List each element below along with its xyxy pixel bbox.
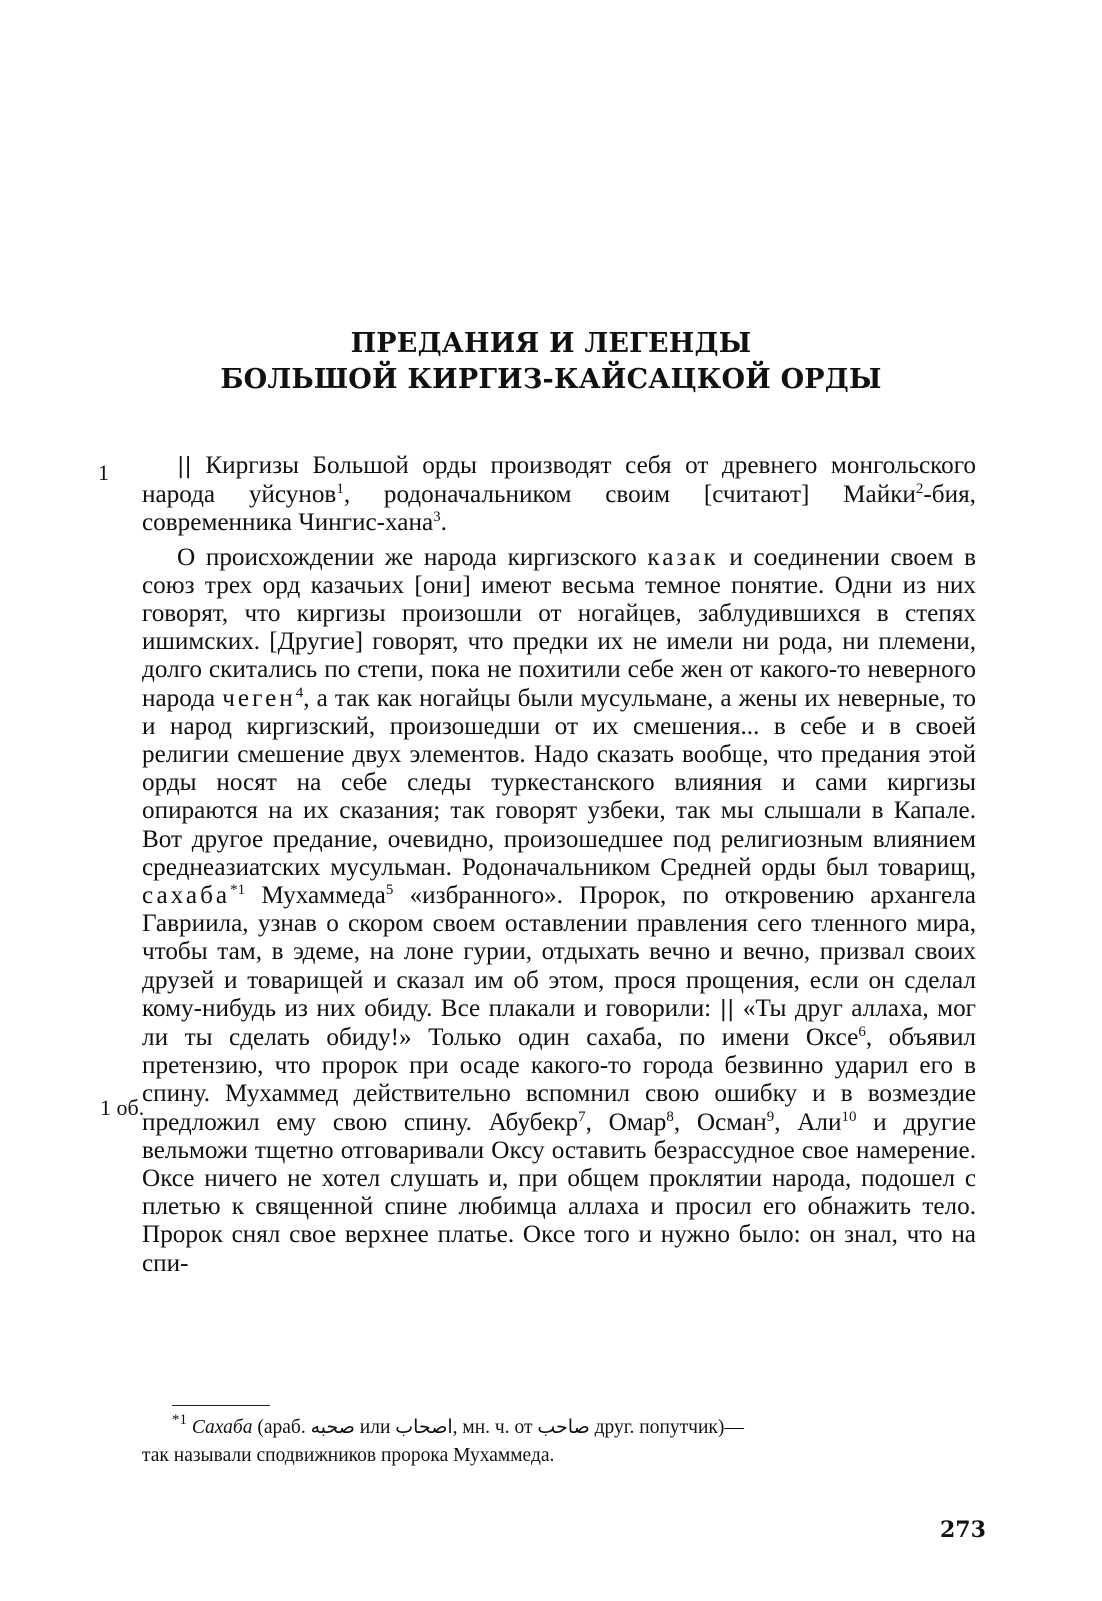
text-run: друг. попутчик)— bbox=[589, 1417, 744, 1438]
paragraph-1 bbox=[142, 452, 976, 538]
text-run: и соединении своем в союз трех орд казачьих [они] имеют весьма темное понятие. Одни из них говорят, что киргизы произошли от ногайцев, заблудившихся в степях ишимских. [Другие] говорят, что предки их не имели ни рода, ни племени, долго скитались по степи, пока не похитили себе жен от какого-то неверного народа bbox=[142, 543, 976, 712]
note-ref: 10 bbox=[841, 1108, 857, 1125]
text-run: . bbox=[440, 509, 447, 537]
footnote-line-2: так называли сподвижников пророка Мухаммеда. bbox=[142, 1445, 555, 1466]
note-ref: 4 bbox=[295, 684, 304, 701]
text-run: , Омар bbox=[585, 1108, 667, 1136]
spaced-term: чеген bbox=[222, 684, 296, 712]
note-ref: 2 bbox=[915, 481, 924, 498]
text-run: , родоначальником своим [считают] Майки bbox=[343, 481, 916, 509]
footnote-line-1 bbox=[142, 1413, 976, 1442]
text-run: , Али bbox=[774, 1108, 842, 1136]
text-run: , объявил претензию, что пророк при осаде какого-то города безвинно ударил его в спину. Мухаммед действительно вспомнил свою ошибку и в возмездие предложил ему свою спину. Абубекр bbox=[142, 1024, 976, 1136]
margin-folio-note: 1 об. bbox=[100, 1095, 145, 1120]
folio-separator: || bbox=[177, 454, 192, 479]
footnote bbox=[142, 1413, 976, 1470]
text-run: «Ты друг аллаха, мог ли ты сделать обиду!» Только один сахаба, по имени Оксе bbox=[142, 994, 976, 1052]
text-run: , мн. ч. от bbox=[452, 1417, 538, 1438]
footnote-ref: *1 bbox=[230, 882, 246, 899]
note-ref: 1 bbox=[336, 481, 344, 498]
text-run: Киргизы Большой орды производят себя от древнего монгольского народа уйсунов bbox=[142, 452, 976, 509]
text-run: и другие вельможи тщетно отговаривали Оксу оставить безрассудное свое намерение. Оксе ничего не хотел слушать и, при общем проклятии народа, подошел с плетью к священной спине любимца аллаха и просил его обнажить тело. Пророк снял свое верхнее платье. Оксе того и нужно было: он знал, что на спи- bbox=[142, 1108, 977, 1277]
page-number: 273 bbox=[940, 1517, 986, 1543]
text-run: -бия, современника Чингис-хана bbox=[142, 481, 976, 537]
text-run: О происхождении же народа киргизского bbox=[177, 543, 648, 571]
page-title-line-2: БОЛЬШОЙ КИРГИЗ-КАЙСАЦКОЙ ОРДЫ bbox=[220, 364, 882, 395]
folio-separator: || bbox=[719, 996, 735, 1022]
arabic-word: صحبه bbox=[310, 1416, 355, 1438]
text-run: «избранного». Пророк, по откровению архангела Гавриила, узнав о скором своем оставлении правления сего тленного мира, чтобы там, в эдеме, на лоне гурии, отдыхать вечно и вечно, призвал своих друзей и товарищей и сказал им об этом, прося прощения, если он сделал кому-нибудь из них обиду. Все плакали и говорили: bbox=[142, 882, 976, 1022]
footnote-term: Сахаба bbox=[191, 1417, 253, 1438]
text-run: или bbox=[354, 1417, 396, 1438]
note-ref: 5 bbox=[385, 882, 394, 899]
note-ref: 8 bbox=[666, 1108, 674, 1125]
text-run: (араб. bbox=[252, 1417, 311, 1438]
note-ref: 6 bbox=[858, 1024, 866, 1041]
footnote-divider bbox=[172, 1405, 270, 1406]
arabic-word: صاحب bbox=[537, 1416, 590, 1438]
footnote-mark: *1 bbox=[172, 1412, 187, 1428]
arabic-word: اصحاب bbox=[395, 1416, 453, 1438]
main-text bbox=[142, 452, 976, 1278]
paragraph-2 bbox=[142, 544, 976, 1278]
text-run: , а так как ногайцы были мусульмане, а жены их неверные, то и народ киргизский, произошедши от их смешения... в себе и в своей религии смешение двух элементов. Надо сказать вообще, что предания этой орды носят на себе следы туркестанского влияния и сами киргизы опираются на их сказания; так говорят узбеки, так мы слышали в Капале. Вот другое предание, очевидно, произошедшее под религиозным влиянием среднеазиатских мусульман. Родоначальником Средней орды был товарищ, bbox=[142, 684, 976, 881]
note-ref: 3 bbox=[433, 509, 441, 526]
note-ref: 9 bbox=[766, 1108, 775, 1125]
text-run: Мухаммеда bbox=[245, 882, 386, 910]
spaced-term: сахаба bbox=[142, 882, 231, 910]
margin-folio-note: 1 bbox=[98, 460, 109, 485]
text-run: , Осман bbox=[673, 1108, 767, 1136]
page-title-line-1: ПРЕДАНИЯ И ЛЕГЕНДЫ bbox=[350, 328, 752, 359]
spaced-term: казак bbox=[647, 543, 719, 571]
note-ref: 7 bbox=[578, 1108, 586, 1125]
